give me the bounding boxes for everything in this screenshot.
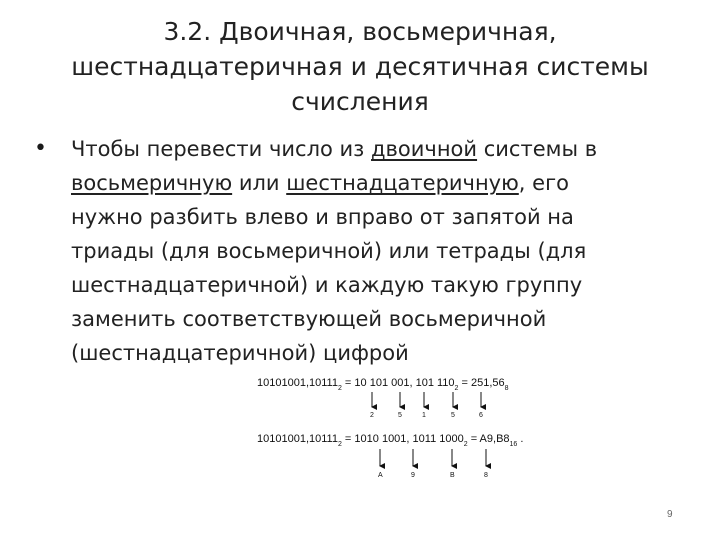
bullet-line-7: (шестнадцатеричной) цифрой — [71, 341, 409, 365]
base-subscript: 2 — [337, 441, 342, 448]
bullet-line-6: заменить соответствующей восьмеричной — [71, 307, 547, 331]
octal-digit: 5 — [398, 412, 402, 419]
base-subscript: 2 — [454, 385, 459, 392]
octal-arrows — [372, 392, 481, 407]
base-subscript: 8 — [504, 385, 509, 392]
hex-digit: B — [450, 472, 455, 479]
base-subscript: 16 — [509, 441, 518, 448]
title-line-1: 3.2. Двоичная, восьмеричная, — [163, 17, 557, 46]
underlined-term-binary: двоичной — [371, 137, 478, 161]
octal-digit: 1 — [422, 412, 426, 419]
text-run: или — [232, 171, 287, 195]
underlined-term-hex: шестнадцатеричную — [286, 171, 519, 195]
hex-arrows — [380, 449, 486, 466]
title-line-2: шестнадцатеричная и десятичная системы — [71, 52, 649, 81]
hex-digit: 9 — [411, 472, 415, 479]
octal-result: = 251,56 — [461, 377, 505, 389]
binary-number: 10101001,10111 — [257, 433, 338, 445]
bullet-line-4: триады (для восьмеричной) или тетрады (для — [71, 239, 587, 263]
base-subscript: 2 — [337, 385, 342, 392]
equals-sign: = — [344, 377, 352, 389]
text-run: , его — [518, 171, 569, 195]
trailing-period: . — [520, 433, 524, 445]
text-run: системы в — [477, 137, 598, 161]
octal-digit: 2 — [370, 412, 374, 419]
octal-digit: 5 — [451, 412, 455, 419]
title-line-3: счисления — [291, 87, 429, 116]
binary-tetrads: 1010 1001, 1011 1000 — [354, 433, 464, 445]
bullet-marker: • — [34, 136, 47, 161]
bullet-line-5: шестнадцатеричной) и каждую такую группу — [71, 273, 583, 297]
equals-sign: = — [344, 433, 352, 445]
hex-result: = A9,B8 — [470, 433, 510, 445]
binary-triads: 10 101 001, 101 110 — [354, 377, 455, 389]
hex-digit: A — [378, 472, 383, 479]
hex-digit: 8 — [484, 472, 488, 479]
binary-number: 10101001,10111 — [257, 377, 338, 389]
octal-digit: 6 — [479, 412, 483, 419]
text-run: Чтобы перевести число из — [71, 137, 372, 161]
base-subscript: 2 — [463, 441, 468, 448]
page-number: 9 — [667, 509, 673, 520]
underlined-term-octal: восьмеричную — [71, 171, 233, 195]
bullet-line-3: нужно разбить влево и вправо от запятой на — [71, 205, 574, 229]
